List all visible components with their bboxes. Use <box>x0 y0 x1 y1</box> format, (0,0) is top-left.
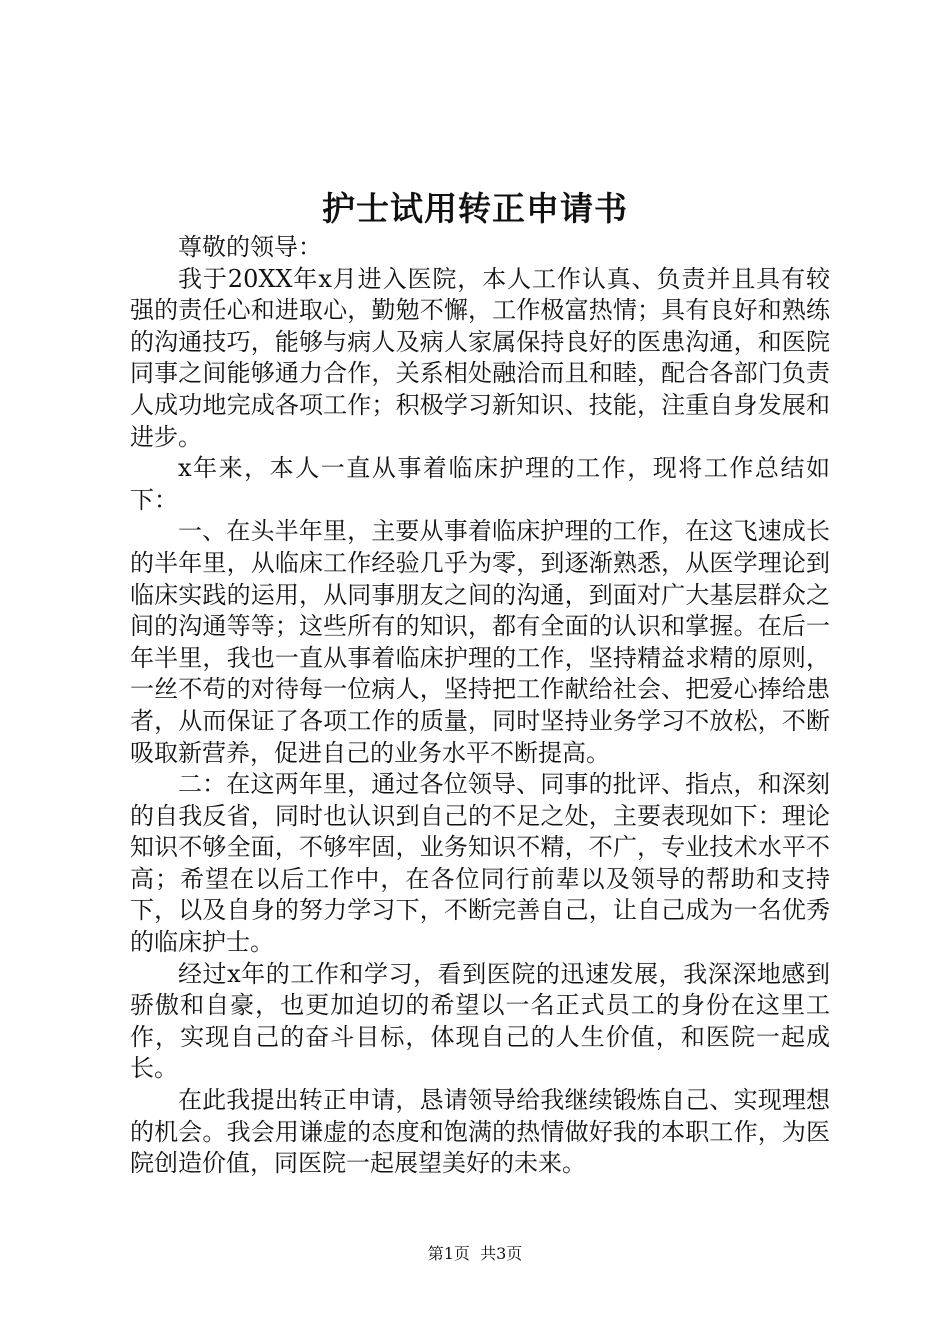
paragraph-aspiration: 经过x年的工作和学习，看到医院的迅速发展，我深深地感到骄傲和自豪，也更加迫切的希望以一名正式员工的身份在这里工作，实现自己的奋斗目标，体现自己的人生价值，和医院一起成长。 <box>130 959 830 1083</box>
salutation: 尊敬的领导： <box>178 233 322 261</box>
page-footer <box>0 1243 950 1265</box>
page-total: 共3页 <box>480 1244 523 1263</box>
paragraph-section-two: 二：在这两年里，通过各位领导、同事的批评、指点，和深刻的自我反省，同时也认识到自己的不足之处，主要表现如下：理论知识不够全面，不够牢固，业务知识不精，不广，专业技术水平不高；希望在以后工作中，在各位同行前辈以及领导的帮助和支持下，以及自身的努力学习下，不断完善自己，让自己成为一名优秀的临床护士。 <box>130 770 830 957</box>
document-title: 护士试用转正申请书 <box>322 189 628 228</box>
document-body <box>130 232 830 1180</box>
paragraph-summary-lead: x年来，本人一直从事着临床护理的工作，现将工作总结如下： <box>130 454 830 514</box>
paragraph-intro: 我于20XX年x月进入医院，本人工作认真、负责并且具有较强的责任心和进取心，勤勉不懈，工作极富热情；具有良好和熟练的沟通技巧，能够与病人及病人家属保持良好的医患沟通，和医院同事之间能够通力合作，关系相处融洽而且和睦，配合各部门负责人成功地完成各项工作；积极学习新知识、技能，注重自身发展和进步。 <box>130 264 830 451</box>
page-number: 第1页 <box>427 1244 470 1263</box>
paragraph-request: 在此我提出转正申请，恳请领导给我继续锻炼自己、实现理想的机会。我会用谦虚的态度和饱满的热情做好我的本职工作，为医院创造价值，同医院一起展望美好的未来。 <box>130 1086 830 1178</box>
paragraph-section-one: 一、在头半年里，主要从事着临床护理的工作，在这飞速成长的半年里，从临床工作经验几乎为零，到逐渐熟悉，从医学理论到临床实践的运用，从同事朋友之间的沟通，到面对广大基层群众之间的沟通等等；这些所有的知识，都有全面的认识和掌握。在后一年半里，我也一直从事着临床护理的工作，坚持精益求精的原则，一丝不苟的对待每一位病人，坚持把工作献给社会、把爱心捧给患者，从而保证了各项工作的质量，同时坚持业务学习不放松，不断吸取新营养，促进自己的业务水平不断提高。 <box>130 517 830 767</box>
